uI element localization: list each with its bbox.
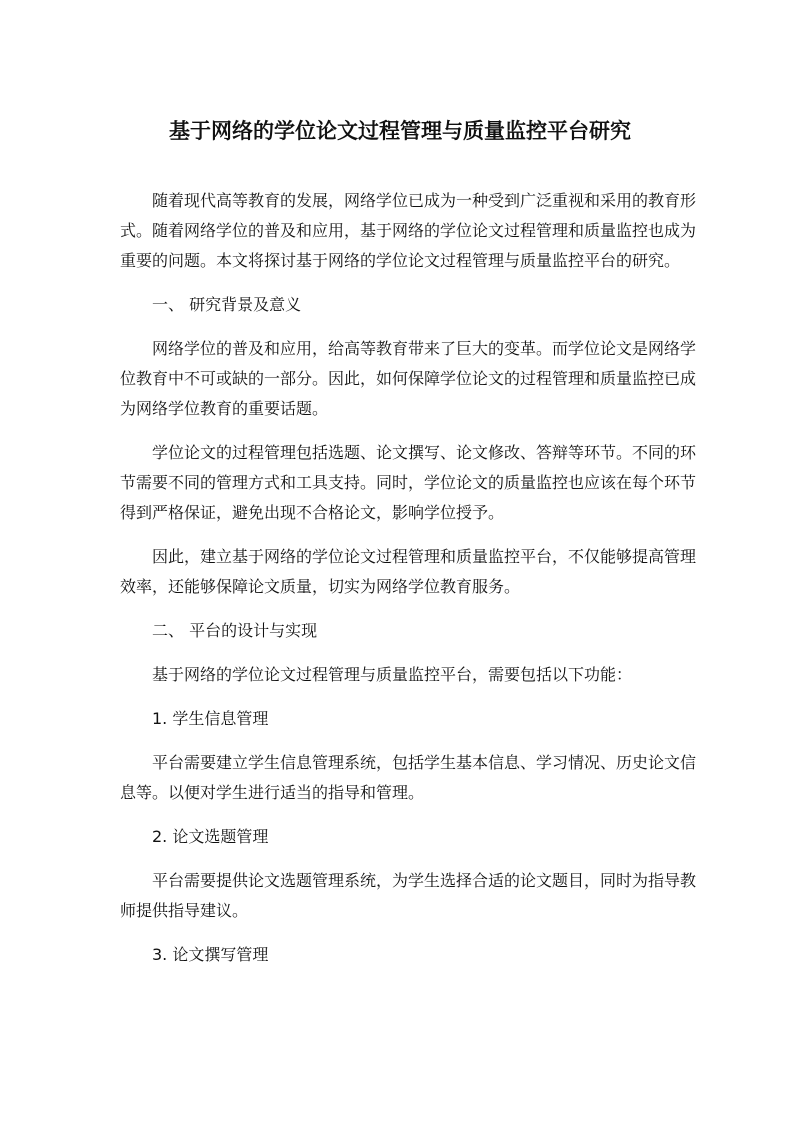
intro-paragraph: 随着现代高等教育的发展，网络学位已成为一种受到广泛重视和采用的教育形式。随着网络学位的普及和应用，基于网络的学位论文过程管理和质量监控也成为重要的问题。本文将探讨基于网络的学位论文过程管理与质量监控平台的研究。 [120,191,697,270]
body-paragraph: 平台需要建立学生信息管理系统，包括学生基本信息、学习情况、历史论文信息等。以便对学生进行适当的指导和管理。 [120,753,697,802]
document-body [120,186,700,984]
section-heading-background: 一、 研究背景及意义 [152,295,302,314]
subheading-writing-management: 3. 论文撰写管理 [152,945,269,964]
subheading-student-info: 1. 学生信息管理 [152,709,269,728]
body-paragraph: 学位论文的过程管理包括选题、论文撰写、论文修改、答辩等环节。不同的环节需要不同的管理方式和工具支持。同时，学位论文的质量监控也应该在每个环节得到严格保证，避免出现不合格论文，影响学位授予。 [120,443,697,522]
body-paragraph: 因此，建立基于网络的学位论文过程管理和质量监控平台，不仅能够提高管理效率，还能够保障论文质量，切实为网络学位教育服务。 [120,547,697,596]
body-paragraph: 基于网络的学位论文过程管理与质量监控平台，需要包括以下功能： [152,665,633,684]
body-paragraph: 平台需要提供论文选题管理系统，为学生选择合适的论文题目，同时为指导教师提供指导建议。 [120,871,697,920]
section-heading-design: 二、 平台的设计与实现 [152,621,318,640]
subheading-topic-selection: 2. 论文选题管理 [152,827,269,846]
document-title: 基于网络的学位论文过程管理与质量监控平台研究 [169,119,631,143]
body-paragraph: 网络学位的普及和应用，给高等教育带来了巨大的变革。而学位论文是网络学位教育中不可或缺的一部分。因此，如何保障学位论文的过程管理和质量监控已成为网络学位教育的重要话题。 [120,339,697,418]
